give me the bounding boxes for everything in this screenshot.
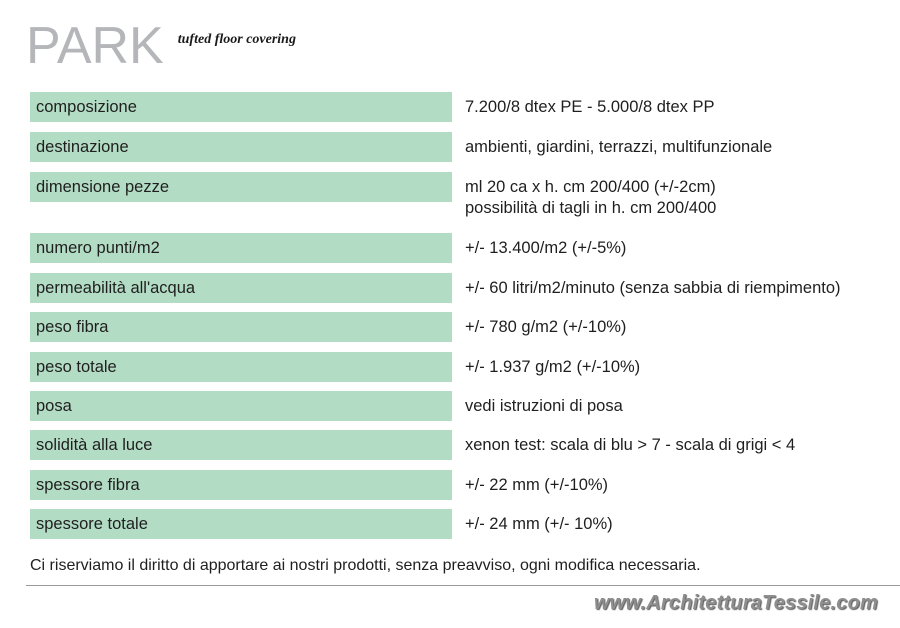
spec-label: peso fibra [30,312,452,342]
disclaimer: Ci riserviamo il diritto di apportare ai nostri prodotti, senza preavviso, ogni modifica necessaria. [30,557,701,574]
spec-label: spessore fibra [30,470,452,500]
spec-value [465,312,885,338]
website-link[interactable]: www.ArchitetturaTessile.com [594,592,878,614]
spec-value-line: +/- 13.400/m2 (+/-5%) [465,239,627,257]
spec-value-line: vedi istruzioni di posa [465,397,623,415]
spec-value [465,470,885,496]
spec-value [465,509,885,535]
spec-value [465,172,885,219]
spec-label: spessore totale [30,509,452,539]
spec-value [465,430,885,456]
footer-divider [26,585,900,586]
spec-value-line: ml 20 ca x h. cm 200/400 (+/-2cm) [465,178,716,196]
spec-value [465,132,885,158]
spec-value [465,92,885,118]
spec-label: solidità alla luce [30,430,452,460]
spec-label: peso totale [30,352,452,382]
spec-label: dimensione pezze [30,172,452,202]
spec-label: composizione [30,92,452,122]
spec-value [465,352,885,378]
spec-value [465,391,885,417]
spec-label: numero punti/m2 [30,233,452,263]
spec-value-line: +/- 24 mm (+/- 10%) [465,515,613,533]
spec-value [465,273,885,299]
spec-value-line: +/- 22 mm (+/-10%) [465,476,609,494]
spec-value-line: +/- 60 litri/m2/minuto (senza sabbia di riempimento) [465,279,841,297]
product-subtitle: tufted floor covering [177,32,296,47]
spec-label: permeabilità all'acqua [30,273,452,303]
spec-value-line: xenon test: scala di blu > 7 - scala di grigi < 4 [465,436,796,454]
header [26,18,296,74]
spec-value-line: 7.200/8 dtex PE - 5.000/8 dtex PP [465,98,715,116]
spec-label: destinazione [30,132,452,162]
spec-value-line: +/- 780 g/m2 (+/-10%) [465,318,627,336]
product-title: PARK [26,17,164,75]
spec-value-line: +/- 1.937 g/m2 (+/-10%) [465,358,641,376]
spec-value-line: possibilità di tagli in h. cm 200/400 [465,199,717,217]
spec-value [465,233,885,259]
spec-value-line: ambienti, giardini, terrazzi, multifunzionale [465,138,773,156]
spec-label: posa [30,391,452,421]
